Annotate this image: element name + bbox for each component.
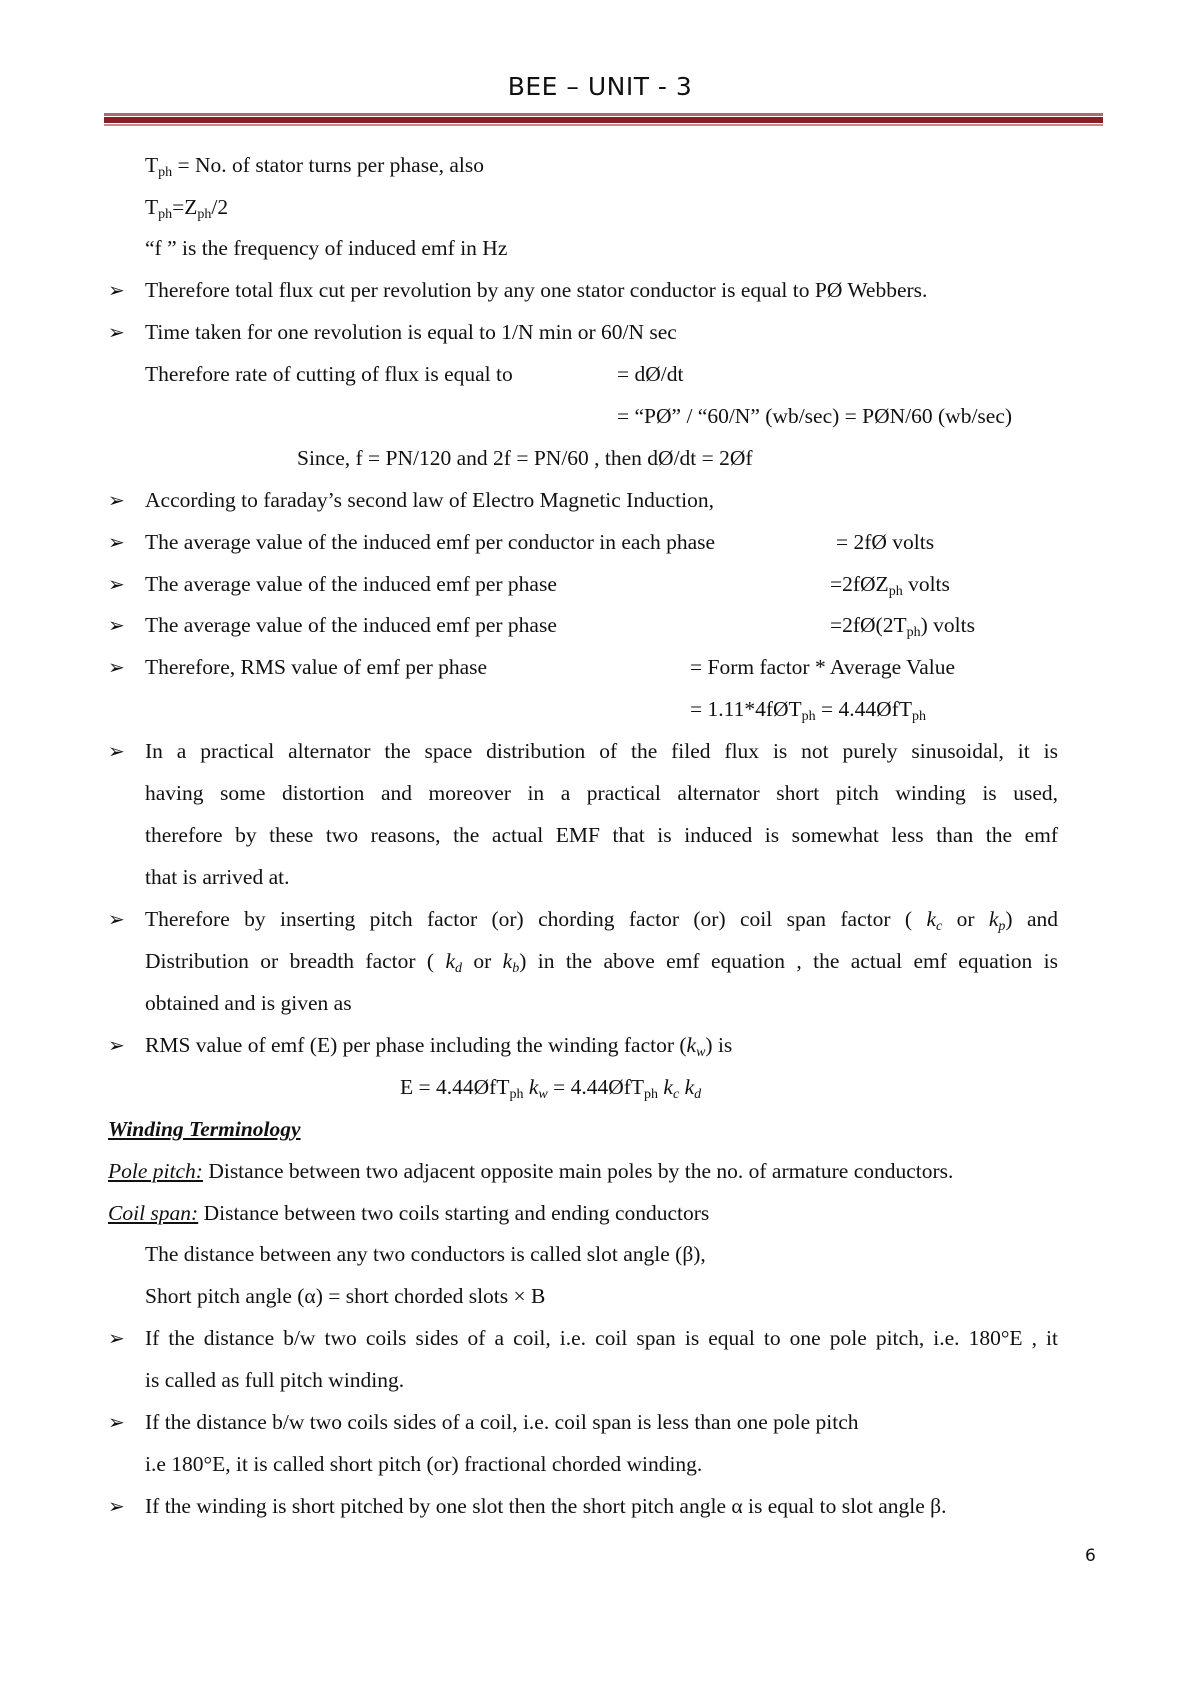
short-pitch-angle-definition: Short pitch angle (α) = short chorded slots × B: [145, 1284, 546, 1308]
winding-terminology-heading: Winding Terminology: [108, 1117, 301, 1141]
rms-emf-label: Therefore, RMS value of emf per phase: [145, 655, 488, 679]
since-relation: Since, f = PN/120 and 2f = PN/60 , then dØ/dt = 2Øf: [297, 446, 753, 470]
bullet-arrow-icon: ➢: [108, 739, 125, 763]
emf-equation: E = 4.44ØfT$_{ph}$ $k_w$ = 4.44ØfT$_{ph}$ $k_c$ $k_d$: [400, 1075, 702, 1102]
practical-alternator-line-1: In a practical alternator the space distribution of the filed flux is not purely sinusoidal, it is: [145, 739, 1058, 763]
full-pitch-line-2: is called as full pitch winding.: [145, 1368, 405, 1392]
rms-emf-value: = Form factor * Average Value: [690, 655, 956, 679]
header-rule-thick: [104, 117, 1103, 123]
bullet-arrow-icon: ➢: [108, 530, 125, 554]
short-pitch-line-1: If the distance b/w two coils sides of a coil, i.e. coil span is less than one pole pitch: [145, 1410, 859, 1434]
bullet-arrow-icon: ➢: [108, 613, 125, 637]
bullet-arrow-icon: ➢: [108, 320, 125, 344]
bullet-arrow-icon: ➢: [108, 907, 125, 931]
rate-of-cutting-expansion: = “PØ” / “60/N” (wb/sec) = PØN/60 (wb/sec): [617, 404, 1013, 428]
header-rule: [104, 113, 1103, 116]
coil-span-definition: Coil span: Distance between two coils starting and ending conductors: [108, 1201, 710, 1225]
bullet-arrow-icon: ➢: [108, 572, 125, 596]
short-pitch-line-2: i.e 180°E, it is called short pitch (or) fractional chorded winding.: [145, 1452, 703, 1476]
slot-angle-definition: The distance between any two conductors is called slot angle (β),: [145, 1242, 706, 1266]
avg-emf-phase-label: The average value of the induced emf per phase: [145, 572, 557, 596]
bullet-arrow-icon: ➢: [108, 1326, 125, 1350]
rate-of-cutting-label: Therefore rate of cutting of flux is equal to: [145, 362, 513, 386]
bullet-faraday: According to faraday’s second law of Electro Magnetic Induction,: [145, 488, 714, 512]
tph-definition: $T_{ph} = No$. of stator turns per phase, also: [145, 153, 485, 180]
avg-emf-conductor-value: = 2fØ volts: [836, 530, 935, 554]
page-header-title: BEE – UNIT - 3: [507, 72, 693, 101]
avg-emf-phase-label-2: The average value of the induced emf per phase: [145, 613, 557, 637]
pitch-factor-line-2: Distribution or breadth factor ( $k_d$ or $k_b$) in the above emf equation , the actual emf equation is: [145, 949, 1058, 976]
frequency-definition: “f ” is the frequency of induced emf in Hz: [145, 236, 508, 260]
bullet-arrow-icon: ➢: [108, 1494, 125, 1518]
avg-emf-phase-value-2: $=2fØ(2T_{ph})$ volts: [830, 613, 975, 640]
page-number: 6: [1085, 1546, 1096, 1566]
bullet-flux-cut: Therefore total flux cut per revolution by any one stator conductor is equal to PØ Webbers.: [145, 278, 928, 302]
pitch-factor-line-1: Therefore by inserting pitch factor (or) chording factor (or) coil span factor ( $k_c$ or $k_p$) and: [145, 907, 1059, 934]
avg-emf-phase-value: =2fØZ$_{ph}$ volts: [830, 572, 950, 599]
pole-pitch-definition: Pole pitch: Distance between two adjacent opposite main poles by the no. of armature conductors.: [108, 1159, 954, 1183]
bullet-arrow-icon: ➢: [108, 655, 125, 679]
bullet-arrow-icon: ➢: [108, 488, 125, 512]
one-slot-short-pitch: If the winding is short pitched by one slot then the short pitch angle α is equal to slot angle β.: [145, 1494, 947, 1518]
full-pitch-line-1: If the distance b/w two coils sides of a coil, i.e. coil span is equal to one pole pitch, i.e. 180°E , it: [145, 1326, 1058, 1350]
tph-formula: $T_{ph}=Z_{ph}/2$: [145, 195, 229, 222]
bullet-arrow-icon: ➢: [108, 1410, 125, 1434]
header-rule-thin: [104, 124, 1103, 126]
rate-of-cutting-value: = dØ/dt: [617, 362, 684, 386]
bullet-arrow-icon: ➢: [108, 1033, 125, 1057]
practical-alternator-line-3: therefore by these two reasons, the actual EMF that is induced is somewhat less than the emf: [145, 823, 1058, 847]
rms-winding-factor: RMS value of emf (E) per phase including the winding factor $(k_w)$ is: [145, 1033, 733, 1060]
bullet-time-taken: Time taken for one revolution is equal to 1/N min or 60/N sec: [145, 320, 677, 344]
practical-alternator-line-2: having some distortion and moreover in a practical alternator short pitch winding is used,: [145, 781, 1058, 805]
pitch-factor-line-3: obtained and is given as: [145, 991, 352, 1015]
avg-emf-conductor-label: The average value of the induced emf per conductor in each phase: [145, 530, 716, 554]
bullet-arrow-icon: ➢: [108, 278, 125, 302]
practical-alternator-line-4: that is arrived at.: [145, 865, 290, 889]
rms-emf-result: = 1.11*4fØT$_{ph}$ = 4.44ØfT$_{ph}$: [690, 697, 926, 724]
